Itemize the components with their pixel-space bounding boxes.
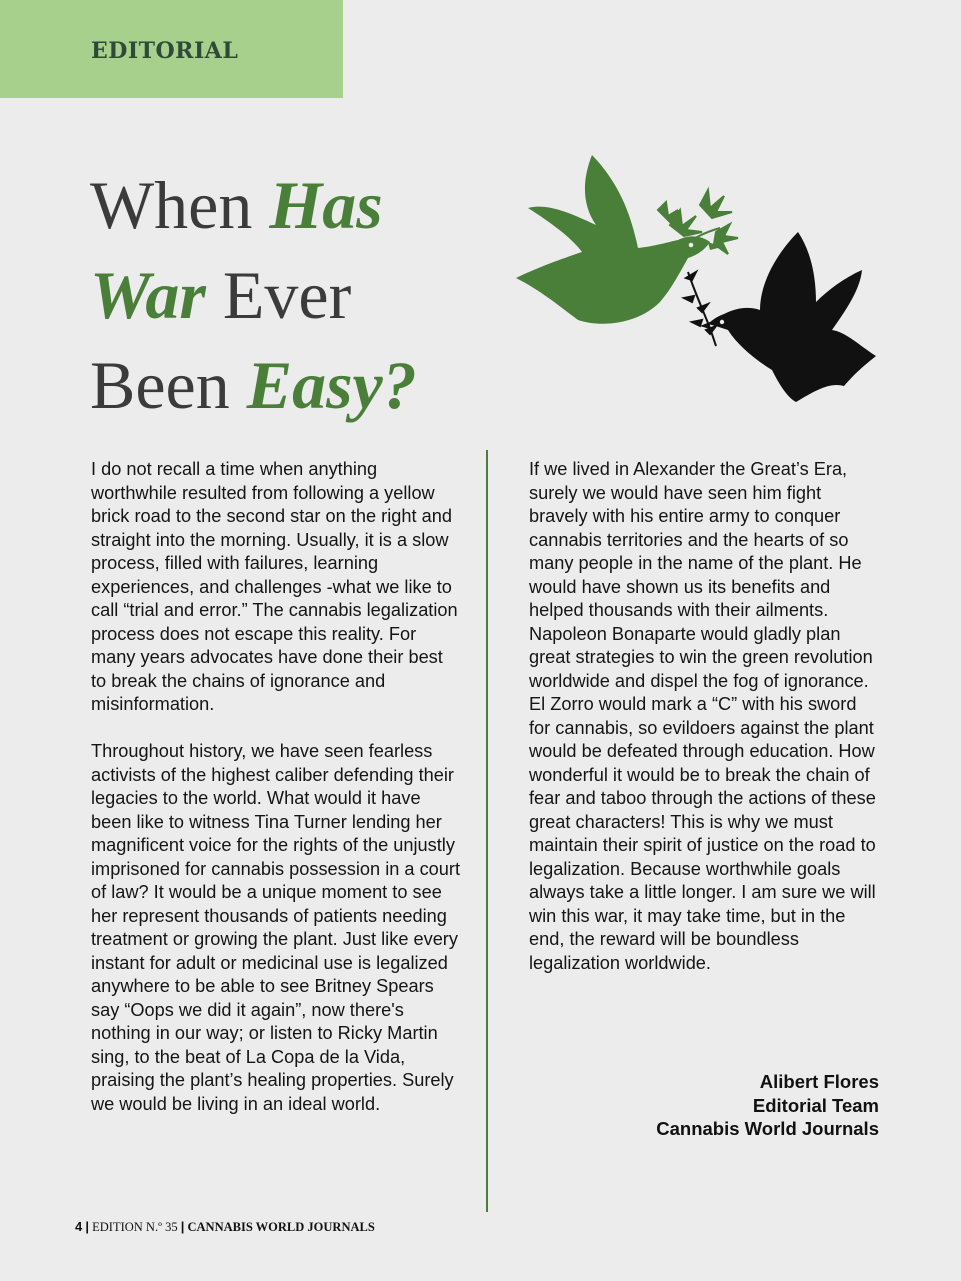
paragraph: If we lived in Alexander the Great’s Era, surely we would have seen him fight bravely with his entire army to conquer cannabis territories and the hearts of so many people in the name of the plant. He would have shown us its benefits and helped thousands with their ailments. Napoleon Bonaparte would gladly plan great strategies to win the green revolution worldwide and dispel the fog of ignorance. El Zorro would mark a “C” with his sword for cannabis, so evildoers against the plant would be defeated through education. How wonderful it would be to break the chain of fear and taboo through the actions of these great characters! This is why we must maintain their spirit of justice on the road to legalization. Because worthwhile goals always take a little longer. I am sure we will win this war, it may take time, but in the end, the reward will be boundless legalization worldwide. — [529, 459, 876, 973]
olive-branch-icon — [684, 272, 716, 346]
author-name: Alibert Flores — [759, 1071, 879, 1092]
footer-separator: | — [180, 1219, 185, 1234]
article-column-right — [529, 458, 879, 999]
paragraph: I do not recall a time when anything worthwhile resulted from following a yellow brick road to the second star on the right and straight into the morning. Usually, it is a slow process, filled with failures, learning experiences, and challenges -what we like to call “trial and error.” The cannabis legalization process does not escape this reality. For many years advocates have done their best to break the chains of ignorance and misinformation. — [91, 459, 458, 714]
article-column-left — [91, 458, 461, 1140]
paragraph: Throughout history, we have seen fearless activists of the highest caliber defending their legacies to the world. What would it have been like to witness Tina Turner lending her magnificent voice for the rights of the unjustly imprisoned for cannabis possession in a court of law? It would be a unique moment to see her represent thousands of patients needing treatment or growing the plant. Just like every instant for adult or medicinal use is legalized anywhere to be able to see Britney Spears say “Oops we did it again”, now there's nothing in our way; or listen to Ricky Martin sing, to the beat of La Copa de la Vida, praising the plant’s healing properties. Surely we would be living in an ideal world. — [91, 741, 460, 1114]
title-part-been: Been — [90, 347, 247, 423]
title-part-ever: Ever — [205, 257, 352, 333]
title-part-when: When — [90, 167, 270, 243]
footer-separator: | — [85, 1219, 89, 1234]
title-part-has: Has — [269, 167, 383, 243]
title-part-war: War — [90, 257, 206, 333]
title-part-easy: Easy? — [246, 347, 417, 423]
author-team: Editorial Team — [752, 1094, 879, 1116]
author-signature — [656, 1070, 879, 1141]
page-number: 4 — [75, 1219, 83, 1234]
peace-doves-icon — [510, 150, 880, 410]
page-footer — [75, 1219, 375, 1235]
footer-publication: CANNABIS WORLD JOURNALS — [187, 1220, 375, 1234]
author-publication: Cannabis World Journals — [656, 1118, 879, 1139]
column-divider — [486, 450, 488, 1212]
black-dove-icon — [700, 232, 876, 402]
section-tag-label: EDITORIAL — [91, 38, 239, 64]
page-title — [90, 160, 510, 430]
section-tag-banner — [0, 0, 343, 98]
footer-edition: EDITION N.º 35 — [92, 1220, 178, 1234]
